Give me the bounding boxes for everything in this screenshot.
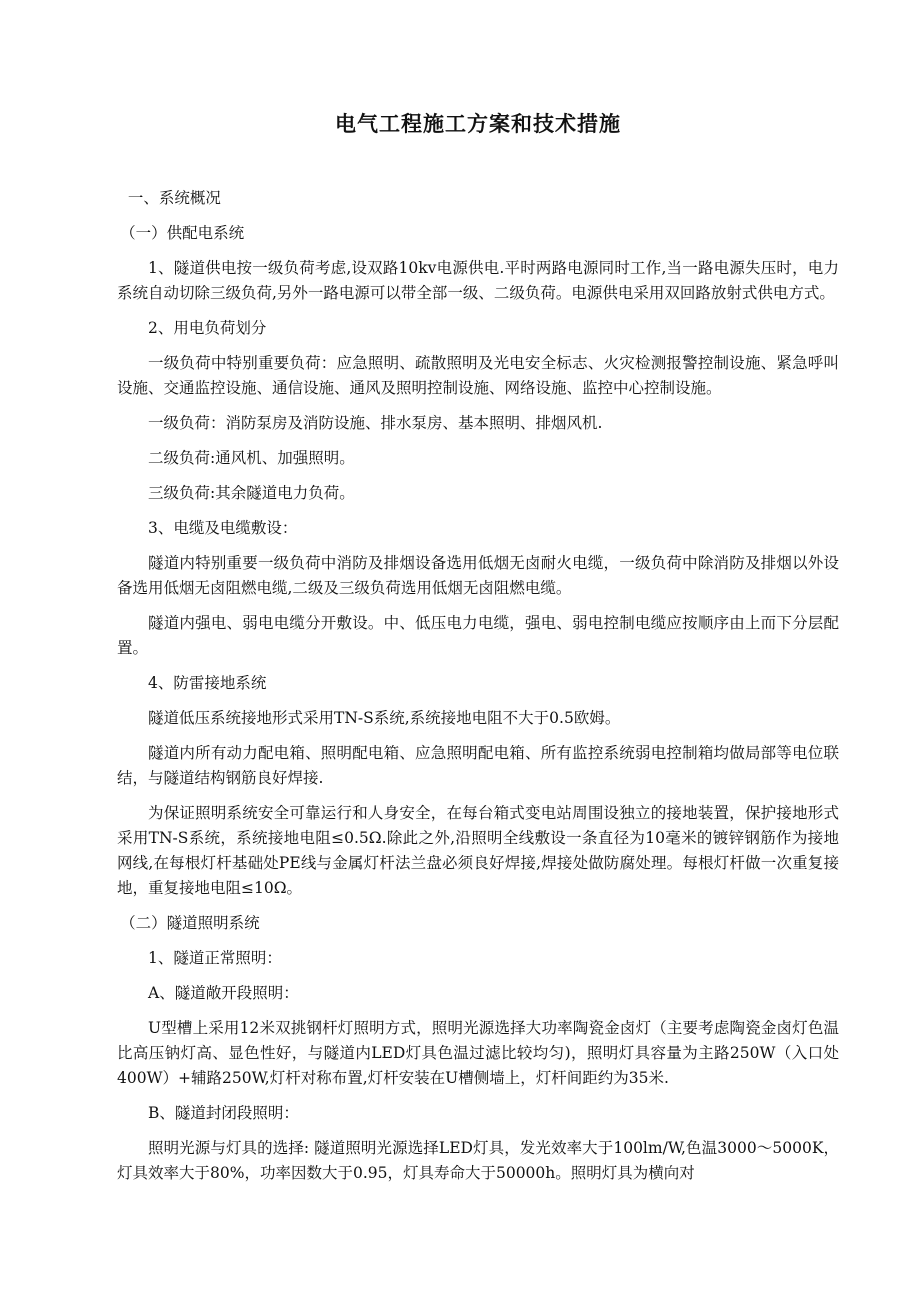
body-paragraph: 2、用电负荷划分: [148, 319, 267, 337]
body-paragraph: 一级负荷：消防泵房及消防设施、排水泵房、基本照明、排烟风机.: [148, 414, 603, 432]
subsection-heading: （二）隧道照明系统: [120, 914, 260, 932]
body-paragraph: 照明光源与灯具的选择: 隧道照明光源选择LED灯具，发光效率大于100lm/W,色温3000～5000K，灯具效率大于80%，功率因数大于0.95，灯具寿命大于50000h。照明灯具为横向对: [117, 1139, 839, 1182]
body-paragraph: 三级负荷:其余隧道电力负荷。: [148, 484, 355, 502]
body-paragraph: U型槽上采用12米双挑钢杆灯照明方式，照明光源选择大功率陶瓷金卤灯（主要考虑陶瓷金卤灯色温比高压钠灯高、显色性好，与隧道内LED灯具色温过滤比较均匀)，照明灯具容量为主路250W（入口处400W）+辅路250W,灯杆对称布置,灯杆安装在U槽侧墙上，灯杆间距约为35米.: [117, 1019, 839, 1087]
document-page: [117, 108, 839, 1196]
subsection-heading: （一）供配电系统: [120, 224, 245, 242]
body-paragraph: 一级负荷中特别重要负荷：应急照明、疏散照明及光电安全标志、火灾检测报警控制设施、紧急呼叫设施、交通监控设施、通信设施、通风及照明控制设施、网络设施、监控中心控制设施。: [117, 354, 839, 397]
body-paragraph: B、隧道封闭段照明：: [148, 1104, 299, 1122]
document-body: [117, 186, 839, 1186]
body-paragraph: 3、电缆及电缆敷设：: [148, 519, 298, 537]
section-heading: 一、系统概况: [127, 189, 221, 207]
body-paragraph: 二级负荷:通风机、加强照明。: [148, 449, 355, 467]
document-title: 电气工程施工方案和技术措施: [335, 112, 621, 136]
body-paragraph: 隧道低压系统接地形式采用TN-S系统,系统接地电阻不大于0.5欧姆。: [148, 709, 621, 727]
body-paragraph: 1、隧道供电按一级负荷考虑,设双路10kv电源供电.平时两路电源同时工作,当一路电源失压时，电力系统自动切除三级负荷,另外一路电源可以带全部一级、二级负荷。电源供电采用双回路放射式供电方式。: [117, 259, 839, 302]
body-paragraph: 隧道内所有动力配电箱、照明配电箱、应急照明配电箱、所有监控系统弱电控制箱均做局部等电位联结，与隧道结构钢筋良好焊接.: [117, 744, 839, 787]
body-paragraph: A、隧道敞开段照明：: [148, 984, 299, 1002]
body-paragraph: 1、隧道正常照明：: [148, 949, 282, 967]
body-paragraph: 隧道内特别重要一级负荷中消防及排烟设备选用低烟无卤耐火电缆，一级负荷中除消防及排烟以外设备选用低烟无卤阻燃电缆,二级及三级负荷选用低烟无卤阻燃电缆。: [117, 554, 839, 597]
body-paragraph: 为保证照明系统安全可靠运行和人身安全，在每台箱式变电站周围设独立的接地装置，保护接地形式采用TN-S系统，系统接地电阻≤0.5Ω.除此之外,沿照明全线敷设一条直径为10毫米的镀锌钢筋作为接地网线,在每根灯杆基础处PE线与金属灯杆法兰盘必须良好焊接,焊接处做防腐处理。每根灯杆做一次重复接地，重复接地电阻≤10Ω。: [117, 804, 839, 897]
body-paragraph: 4、防雷接地系统: [148, 674, 267, 692]
body-paragraph: 隧道内强电、弱电电缆分开敷设。中、低压电力电缆，强电、弱电控制电缆应按顺序由上而下分层配置。: [117, 614, 839, 657]
